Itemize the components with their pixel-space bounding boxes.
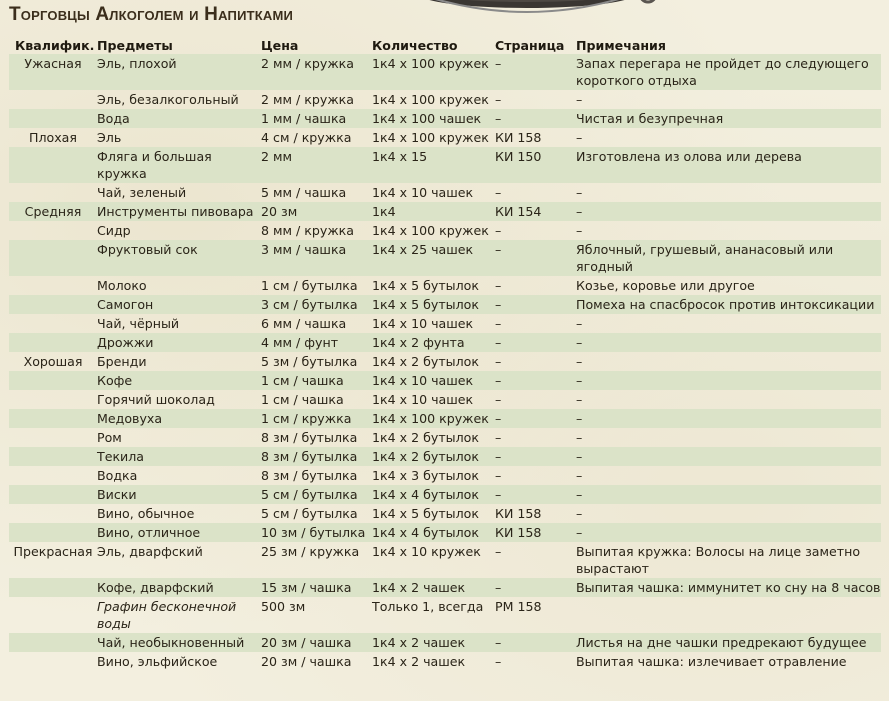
cell-quality <box>9 597 97 633</box>
table-row <box>9 295 881 314</box>
cell-price: 15 зм / чашка <box>261 578 372 597</box>
cell-page: – <box>495 485 576 504</box>
cell-item: Сидр <box>97 223 131 238</box>
cell-page: – <box>495 371 576 390</box>
cell-item: Виски <box>97 485 261 504</box>
table-row <box>9 276 881 295</box>
cell-item: Вода <box>97 109 261 128</box>
cell-page: КИ 154 <box>495 202 576 221</box>
cell-quality <box>9 314 97 333</box>
cell-notes: Чистая и безупречная <box>576 109 881 128</box>
table-row <box>9 54 881 90</box>
cell-price: 5 см / бутылка <box>261 485 372 504</box>
cell-price: 2 мм / кружка <box>261 92 354 107</box>
cell-notes: – <box>576 354 583 369</box>
cell-price: 5 мм / чашка <box>261 185 347 200</box>
page-title: Торговцы Алкоголем и Напитками <box>9 4 294 25</box>
cell-page: – <box>495 333 576 352</box>
cell-quantity: 1к4 x 2 чашек <box>372 578 495 597</box>
cell-quantity: 1к4 x 10 чашек <box>372 392 474 407</box>
table-row <box>9 183 881 202</box>
table-row <box>9 371 881 390</box>
cell-item: Молоко <box>97 278 147 293</box>
cell-quantity: 1к4 x 5 бутылок <box>372 278 479 293</box>
drinks-table <box>9 35 881 671</box>
cell-item: Вино, обычное <box>97 506 195 521</box>
cell-price: 25 зм / кружка <box>261 544 360 559</box>
cell-quantity: 1к4 x 2 бутылок <box>372 430 479 445</box>
cell-quality <box>9 240 97 276</box>
table-row <box>9 485 881 504</box>
table-row <box>9 128 881 147</box>
table-row <box>9 542 881 578</box>
cell-quality: Хорошая <box>23 354 83 369</box>
cell-page: – <box>495 654 502 669</box>
header-quantity: Количество <box>372 38 458 53</box>
cell-price: 1 см / чашка <box>261 392 344 407</box>
cell-quality <box>9 109 97 128</box>
cell-item: Кофе, дварфский <box>97 578 261 597</box>
cell-price: 500 зм <box>261 599 306 614</box>
cell-notes: Листья на дне чашки предрекают будущее <box>576 633 881 652</box>
cell-notes: Запах перегара не пройдет до следующего короткого отдыха <box>576 54 881 90</box>
cell-quantity: 1к4 x 2 чашек <box>372 654 466 669</box>
cell-price: 20 зм / чашка <box>261 654 352 669</box>
table-row <box>9 523 881 542</box>
cell-item: Чай, необыкновенный <box>97 633 261 652</box>
cell-quantity: 1к4 x 100 кружек <box>372 130 489 145</box>
cell-item: Чай, чёрный <box>97 316 180 331</box>
cell-page: – <box>495 316 502 331</box>
cell-page: – <box>495 223 502 238</box>
cell-notes: – <box>576 430 583 445</box>
cell-quantity: 1к4 x 2 бутылок <box>372 354 479 369</box>
cell-quality <box>9 333 97 352</box>
cell-price: 8 зм / бутылка <box>261 468 358 483</box>
cell-notes: Выпитая кружка: Волосы на лице заметно вырастают <box>576 544 861 576</box>
cell-price: 6 мм / чашка <box>261 316 347 331</box>
cell-page: – <box>495 430 502 445</box>
cell-quantity: 1к4 x 4 бутылок <box>372 523 495 542</box>
cell-page: – <box>495 468 502 483</box>
table-row <box>9 504 881 523</box>
cell-quantity: 1к4 x 100 кружек <box>372 409 495 428</box>
cell-quantity: 1к4 x 10 чашек <box>372 185 474 200</box>
cell-page: РМ 158 <box>495 599 542 614</box>
cell-notes: Выпитая чашка: иммунитет ко сну на 8 часов <box>576 580 881 595</box>
cell-notes: Козье, коровье или другое <box>576 278 755 293</box>
cell-quality <box>9 523 97 542</box>
table-row <box>9 352 881 371</box>
table-row <box>9 109 881 128</box>
cell-quality: Плохая <box>29 130 77 145</box>
cell-item: Текила <box>97 447 261 466</box>
cell-item: Инструменты пивовара <box>97 202 261 221</box>
cell-page: – <box>495 54 576 90</box>
cell-quality <box>9 371 97 390</box>
header-page: Страница <box>495 38 565 53</box>
cell-page: – <box>495 447 576 466</box>
table-header-row <box>9 35 881 54</box>
cell-quality <box>9 295 97 314</box>
cell-page: КИ 150 <box>495 147 576 183</box>
cell-quantity: 1к4 x 25 чашек <box>372 240 495 276</box>
cell-item: Кофе <box>97 371 261 390</box>
cell-item: Чай, зеленый <box>97 185 187 200</box>
cell-item: Вино, эльфийское <box>97 654 218 669</box>
cell-page: КИ 158 <box>495 130 542 145</box>
cell-item: Горячий шоколад <box>97 392 215 407</box>
cell-quality <box>9 90 97 109</box>
cell-price: 5 см / бутылка <box>261 506 358 521</box>
cell-page: – <box>495 278 502 293</box>
header-price: Цена <box>261 38 299 53</box>
cell-price: 2 мм <box>261 147 372 183</box>
cell-item: Дрожжи <box>97 333 261 352</box>
cell-price: 8 мм / кружка <box>261 223 354 238</box>
cell-quality: Прекрасная <box>13 544 93 559</box>
cell-price: 1 см / кружка <box>261 409 372 428</box>
cell-item: Эль, плохой <box>97 54 261 90</box>
table-row <box>9 314 881 333</box>
cell-price: 4 мм / фунт <box>261 333 372 352</box>
cell-notes: – <box>576 392 583 407</box>
cell-page: – <box>495 185 502 200</box>
table-row <box>9 221 881 240</box>
cell-notes: – <box>576 223 583 238</box>
cell-price: 1 см / бутылка <box>261 278 358 293</box>
cell-quantity: 1к4 x 100 кружек <box>372 54 495 90</box>
cell-quality <box>9 276 97 295</box>
cell-page: КИ 158 <box>495 523 576 542</box>
cell-quality <box>9 466 97 485</box>
cell-notes: Яблочный, грушевый, ананасовый или ягодный <box>576 240 881 276</box>
cell-notes: Выпитая чашка: излечивает отравление <box>576 654 847 669</box>
cell-quality <box>9 504 97 523</box>
cell-quantity: 1к4 x 2 фунта <box>372 333 495 352</box>
cell-price: 1 см / чашка <box>261 371 372 390</box>
cell-quantity: 1к4 x 2 бутылок <box>372 447 495 466</box>
table-row <box>9 333 881 352</box>
cell-quantity: 1к4 x 15 <box>372 147 495 183</box>
table-row <box>9 409 881 428</box>
cell-page: КИ 158 <box>495 506 542 521</box>
cell-quantity: 1к4 x 5 бутылок <box>372 506 479 521</box>
cell-item: Эль, дварфский <box>97 544 203 559</box>
table-row <box>9 466 881 485</box>
table-row <box>9 428 881 447</box>
cell-page: – <box>495 109 576 128</box>
cell-notes: – <box>576 447 881 466</box>
cell-item: Графин бесконечной воды <box>97 599 237 631</box>
cell-notes: – <box>576 333 881 352</box>
table-row <box>9 578 881 597</box>
cell-quality: Ужасная <box>9 54 97 90</box>
cell-page: – <box>495 295 576 314</box>
cell-notes: – <box>576 523 881 542</box>
cell-price: 20 зм / чашка <box>261 633 372 652</box>
cell-notes: – <box>576 485 881 504</box>
cell-item: Медовуха <box>97 409 261 428</box>
cell-page: – <box>495 392 502 407</box>
cell-quantity: 1к4 x 10 чашек <box>372 371 495 390</box>
cell-price: 8 зм / бутылка <box>261 447 372 466</box>
cell-price: 1 мм / чашка <box>261 109 372 128</box>
cell-notes: Изготовлена из олова или дерева <box>576 147 881 183</box>
table-row <box>9 633 881 652</box>
cell-price: 3 см / бутылка <box>261 295 372 314</box>
cell-notes: – <box>576 468 583 483</box>
cell-quality <box>9 390 97 409</box>
cell-item: Бренди <box>97 354 147 369</box>
cell-page: – <box>495 354 502 369</box>
cell-item: Эль, безалкогольный <box>97 92 239 107</box>
cell-quantity: Только 1, всегда <box>372 599 484 614</box>
cell-notes: – <box>576 506 583 521</box>
table-row <box>9 597 881 633</box>
table-row <box>9 202 881 221</box>
table-row <box>9 240 881 276</box>
cell-price: 5 зм / бутылка <box>261 354 358 369</box>
cell-page: – <box>495 633 576 652</box>
cell-price: 10 зм / бутылка <box>261 523 372 542</box>
cell-page: – <box>495 544 502 559</box>
cell-page: – <box>495 578 576 597</box>
cell-quality <box>9 652 97 671</box>
header-quality: Квалифик. <box>15 38 95 53</box>
cell-price: 4 см / кружка <box>261 130 352 145</box>
cell-quantity: 1к4 <box>372 202 495 221</box>
cell-quantity: 1к4 x 2 чашек <box>372 633 495 652</box>
cell-price: 20 зм <box>261 202 372 221</box>
cell-price: 2 мм / кружка <box>261 54 372 90</box>
cauldron-illustration <box>415 0 660 18</box>
cell-quality <box>9 428 97 447</box>
cell-notes: – <box>576 202 881 221</box>
cell-item: Водка <box>97 468 138 483</box>
cell-quantity: 1к4 x 3 бутылок <box>372 468 479 483</box>
table-row <box>9 90 881 109</box>
cell-page: – <box>495 409 576 428</box>
cell-quality <box>9 447 97 466</box>
cell-quality <box>9 183 97 202</box>
cell-quality <box>9 578 97 597</box>
cell-quantity: 1к4 x 100 кружек <box>372 92 489 107</box>
cell-price: 3 мм / чашка <box>261 240 372 276</box>
cell-item: Самогон <box>97 295 261 314</box>
cell-quality <box>9 221 97 240</box>
cell-item: Фляга и большая кружка <box>97 147 261 183</box>
cell-item: Фруктовый сок <box>97 240 261 276</box>
cell-notes: – <box>576 185 583 200</box>
cell-item: Эль <box>97 130 122 145</box>
cell-quantity: 1к4 x 100 чашек <box>372 109 495 128</box>
cell-quantity: 1к4 x 10 кружек <box>372 544 481 559</box>
cell-quality <box>9 633 97 652</box>
cell-notes <box>576 597 881 633</box>
cell-notes: Помеха на спасбросок против интоксикации <box>576 295 881 314</box>
cell-quantity: 1к4 x 4 бутылок <box>372 485 495 504</box>
cell-quantity: 1к4 x 5 бутылок <box>372 295 495 314</box>
header-notes: Примечания <box>576 38 666 53</box>
cell-notes: – <box>576 92 583 107</box>
cell-notes: – <box>576 130 583 145</box>
cell-quality <box>9 147 97 183</box>
cell-page: – <box>495 240 576 276</box>
cell-notes: – <box>576 316 583 331</box>
cell-page: – <box>495 92 502 107</box>
cell-item: Ром <box>97 430 122 445</box>
cell-quality <box>9 485 97 504</box>
cell-quality: Средняя <box>9 202 97 221</box>
cell-notes: – <box>576 409 881 428</box>
cell-quantity: 1к4 x 100 кружек <box>372 223 489 238</box>
cell-quality <box>9 409 97 428</box>
table-row <box>9 147 881 183</box>
table-row <box>9 390 881 409</box>
table-row <box>9 447 881 466</box>
cell-quantity: 1к4 x 10 чашек <box>372 316 474 331</box>
table-row <box>9 652 881 671</box>
cell-item: Вино, отличное <box>97 523 261 542</box>
cell-notes: – <box>576 371 881 390</box>
cell-price: 8 зм / бутылка <box>261 430 358 445</box>
header-item: Предметы <box>97 38 173 53</box>
